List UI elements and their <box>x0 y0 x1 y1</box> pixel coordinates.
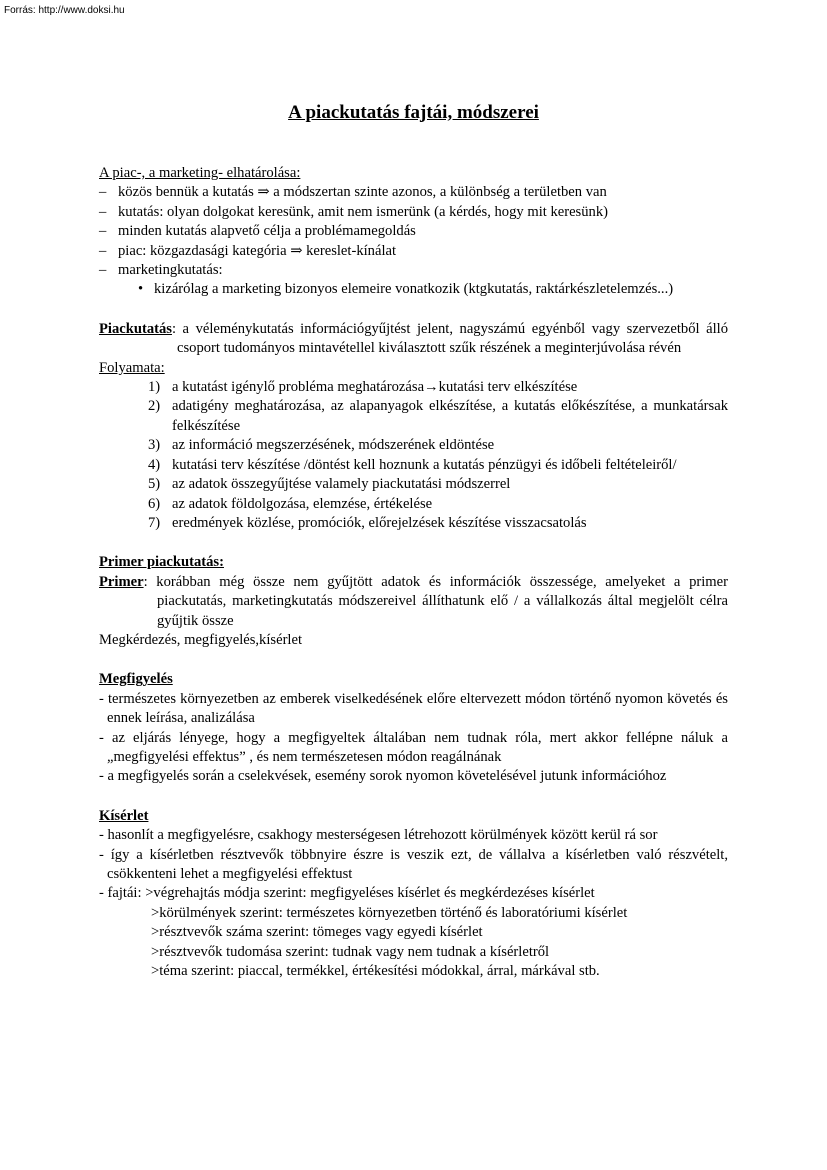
step-number: 6) <box>148 495 161 512</box>
bullet-item: • kizárólag a marketing bizonyos elemeire vonatkozik (ktgkutatás, raktárkészletelemzés...) <box>136 280 728 299</box>
document-body <box>99 164 728 981</box>
process-step <box>99 436 728 455</box>
hyphen-item: - hasonlít a megfigyelésre, csakhogy mesterségesen létrehozott körülmények között kerül rá sor <box>99 827 658 844</box>
step-text: az adatok összegyűjtése valamely piackutatási módszerrel <box>172 476 511 493</box>
definition-text: : korábban még össze nem gyűjtött adatok és információk összessége, amelyeket a primer piackutatás, marketingkutatás módszereivel állíthatunk elő / a vállalkozás által megjelölt célra gyűjtik össze <box>143 573 728 629</box>
types-line: >körülmények szerint: természetes környezetben történő és laboratóriumi kísérlet <box>151 904 628 921</box>
process-step <box>99 495 728 514</box>
step-number: 5) <box>148 476 161 493</box>
step-number: 3) <box>148 437 161 454</box>
dash-item: – piac: közgazdasági kategória ⇒ kereslet-kínálat <box>99 242 728 261</box>
source-note: Forrás: http://www.doksi.hu <box>4 5 125 16</box>
methods-line: Megkérdezés, megfigyelés,kísérlet <box>99 631 303 648</box>
step-text: kutatási terv készítése /döntést kell hoznunk a kutatás pénzügyi és időbeli feltételeiről/ <box>172 456 677 473</box>
step-number: 2) <box>148 398 161 415</box>
types-line: - fajtái: >végrehajtás módja szerint: megfigyeléses kísérlet és megkérdezéses kísérlet <box>99 885 595 902</box>
section-heading-piac-marketing: A piac-, a marketing- elhatárolása: <box>99 165 301 181</box>
process-step <box>99 397 728 436</box>
process-heading: Folyamata: <box>99 359 165 376</box>
step-number: 1) <box>148 379 161 396</box>
step-text: a kutatást igénylő probléma meghatározása→kutatási terv elkészítése <box>172 379 578 396</box>
dash-item: – minden kutatás alapvető célja a problémamegoldás <box>99 222 728 241</box>
process-step <box>99 378 728 397</box>
section-heading-primer: Primer piackutatás: <box>99 554 224 571</box>
section-heading-kiserlet: Kísérlet <box>99 807 149 824</box>
step-number: 4) <box>148 456 161 473</box>
step-text: adatigény meghatározása, az alapanyagok elkészítése, a kutatás előkészítése, a munkatársak felkészítése <box>172 398 728 434</box>
types-line: >résztvevők tudomása szerint: tudnak vagy nem tudnak a kísérletről <box>151 943 550 960</box>
term-primer: Primer <box>99 573 144 590</box>
dash-item: – marketingkutatás: <box>99 261 728 280</box>
types-line: >résztvevők száma szerint: tömeges vagy egyedi kísérlet <box>151 924 483 941</box>
primer-definition <box>99 573 728 631</box>
term-piackutatas: Piackutatás <box>99 320 172 337</box>
hyphen-item: - így a kísérletben résztvevők többnyire észre is veszik ezt, de vállalva a kísérletben való részvételt, csökkenteni lehet a megfigyelési effektust <box>99 846 728 882</box>
definition-text: : a véleménykutatás információgyűjtést jelent, nagyszámú egyénből vagy szervezetből álló csoport tudományos mintavétellel kiválasztott szűk részének a meginterjúvolása révén <box>171 320 728 357</box>
process-step <box>99 456 728 475</box>
process-step <box>99 475 728 494</box>
hyphen-item: - a megfigyelés során a cselekvések, esemény sorok nyomon követelésével jutunk információhoz <box>99 768 667 785</box>
step-text: eredmények közlése, promóciók, előrejelzések készítése visszacsatolás <box>172 514 587 531</box>
step-number: 7) <box>148 514 161 531</box>
step-text: az adatok földolgozása, elemzése, értékelése <box>172 495 433 512</box>
hyphen-item: - természetes környezetben az emberek viselkedésének előre eltervezett módon történő nyomon követés és ennek leírása, analizálása <box>99 690 728 727</box>
page-title: A piackutatás fajtái, módszerei <box>288 102 539 123</box>
dash-item: – kutatás: olyan dolgokat keresünk, amit nem ismerünk (a kérdés, hogy mit keresünk) <box>99 203 728 222</box>
dash-item: – közös bennük a kutatás ⇒ a módszertan szinte azonos, a különbség a területben van <box>99 183 728 202</box>
types-line: >téma szerint: piaccal, termékkel, értékesítési módokkal, árral, márkával stb. <box>151 963 600 980</box>
step-text: az információ megszerzésének, módszerének eldöntése <box>172 437 495 454</box>
section-heading-megfigyeles: Megfigyelés <box>99 671 173 688</box>
process-step <box>99 514 728 533</box>
hyphen-item: - az eljárás lényege, hogy a megfigyeltek általában nem tudnak róla, mert akkor fellépne náluk a „megfigyelési effektus” , és nem természetesen módon reagálnának <box>99 729 728 765</box>
piackutatas-definition <box>99 320 728 359</box>
